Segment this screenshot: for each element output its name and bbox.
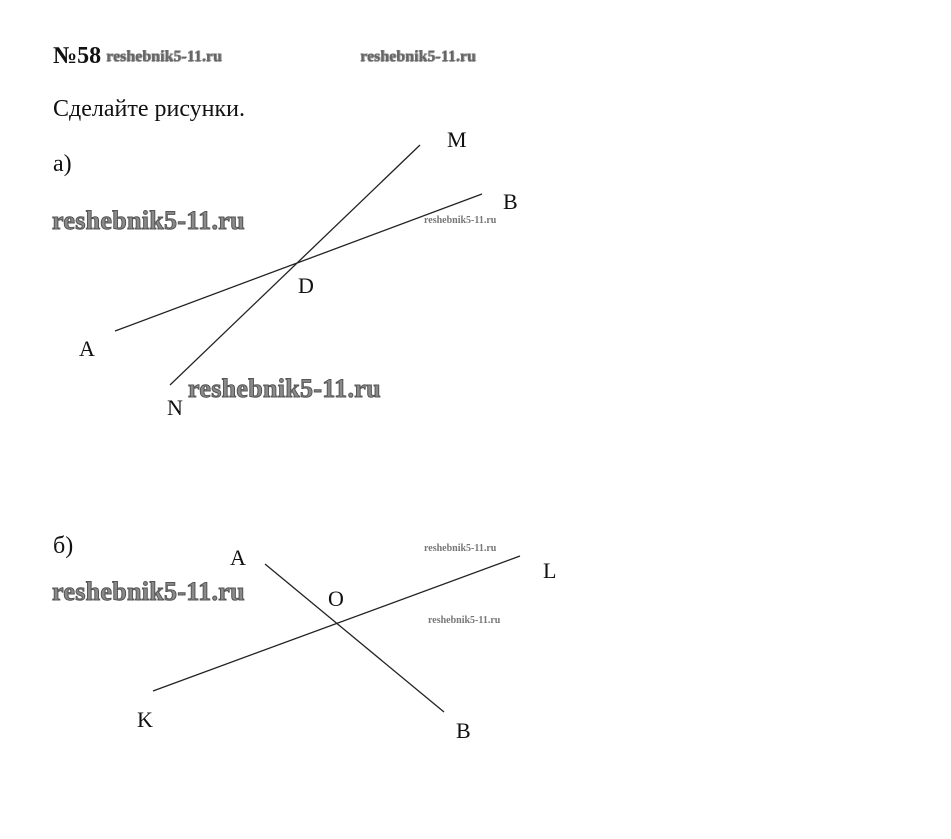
watermark-big-a: reshebnik5-11.ru [52, 206, 245, 235]
watermark-small-b-mid: reshebnik5-11.ru [428, 615, 501, 626]
point-d-label: D [298, 273, 314, 298]
watermark-right: reshebnik5-11.ru [360, 48, 476, 65]
point-b-label: B [503, 189, 518, 214]
point-k-label: K [137, 707, 153, 732]
point-a-label: A [79, 336, 95, 361]
watermark-small-a: reshebnik5-11.ru [424, 215, 497, 226]
point-o-label: O [328, 586, 344, 611]
watermark-small-b-top: reshebnik5-11.ru [424, 543, 497, 554]
watermark-inline: reshebnik5-11.ru [106, 48, 222, 65]
point-n-label: N [167, 395, 183, 420]
point-b-b-label: B [456, 718, 471, 743]
line-mn [170, 145, 420, 385]
watermark-big-b: reshebnik5-11.ru [52, 577, 245, 606]
line-ab-b [265, 564, 444, 712]
task-text: Сделайте рисунки. [53, 96, 246, 122]
watermark-bottom-a: reshebnik5-11.ru [188, 374, 381, 403]
figure-a-label: а) [53, 151, 72, 177]
point-a-b-label: A [230, 545, 246, 570]
figure-b-label: б) [53, 533, 74, 559]
point-l-label: L [543, 558, 557, 583]
point-m-label: M [447, 127, 467, 152]
problem-number: №58 [53, 43, 102, 69]
